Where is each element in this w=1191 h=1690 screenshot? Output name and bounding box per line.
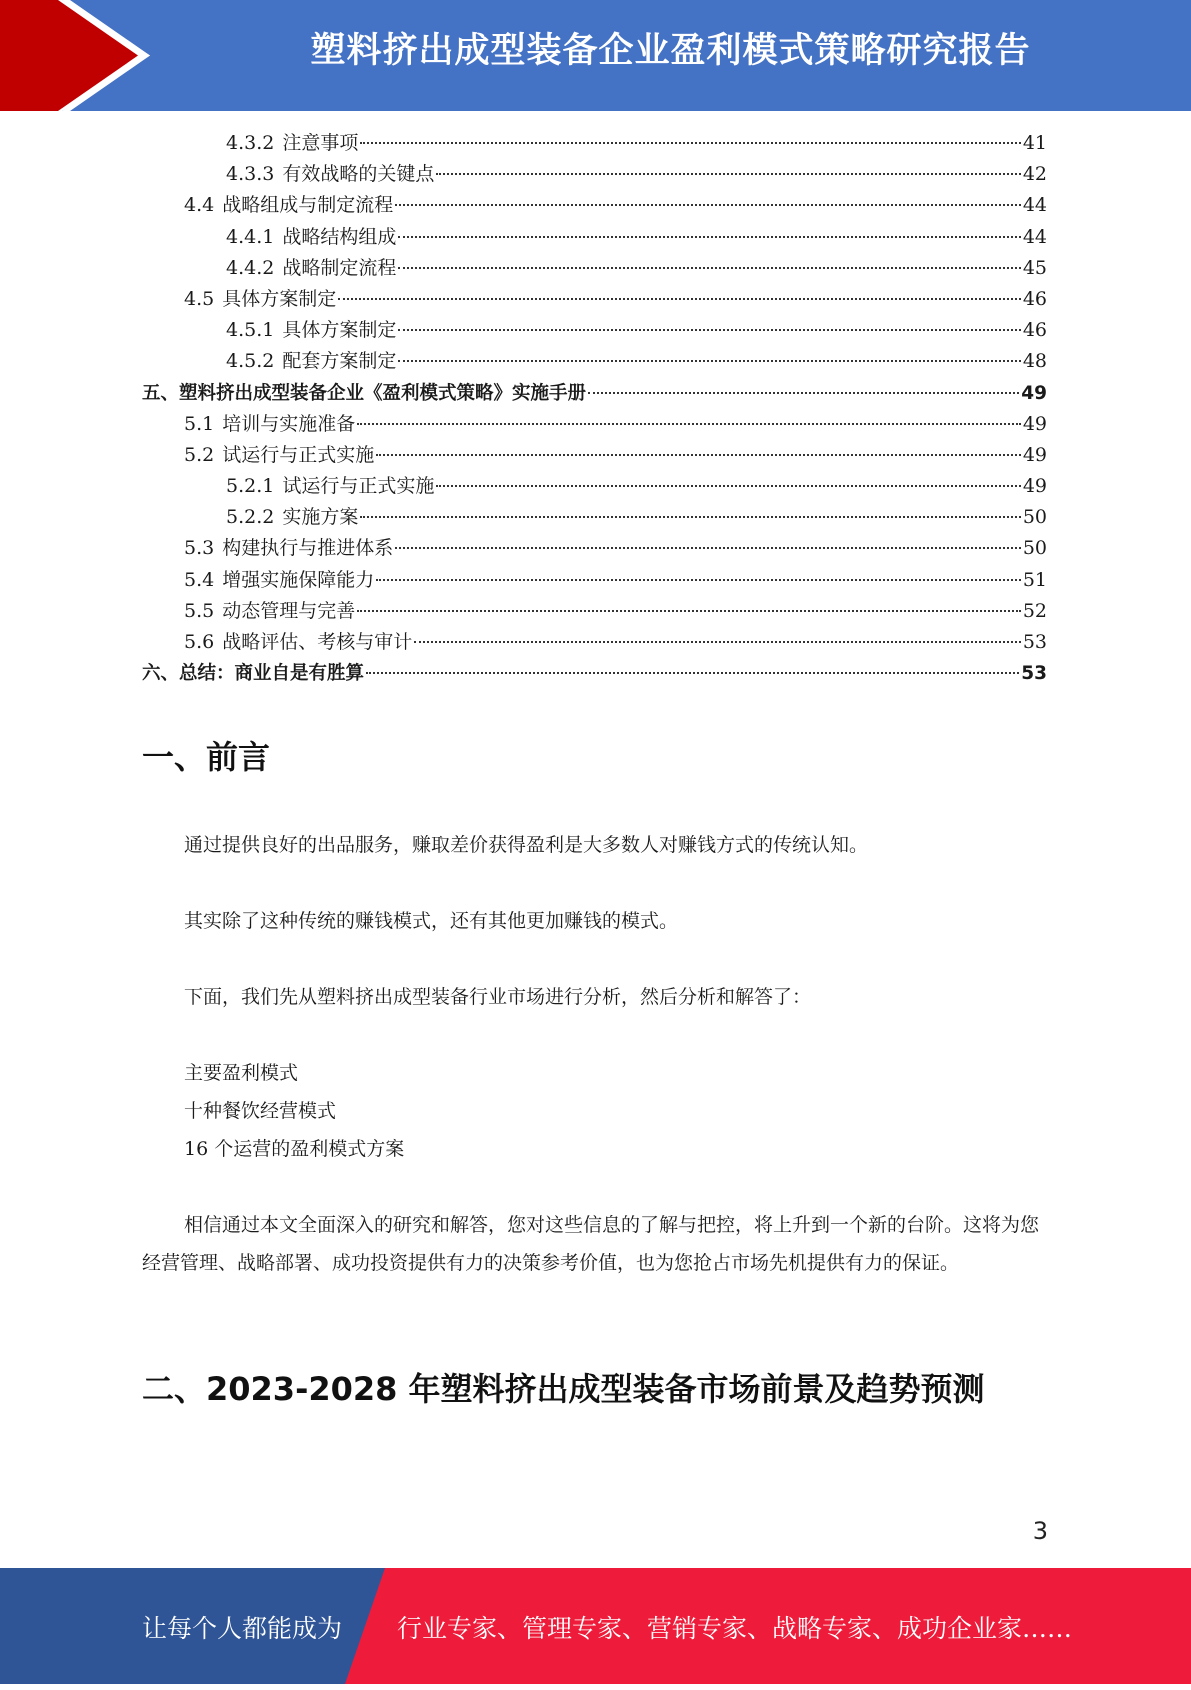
toc-dot-leader — [357, 422, 1021, 425]
toc-entry[interactable] — [142, 190, 1047, 221]
toc-entry[interactable] — [142, 533, 1047, 564]
toc-entry-number: 5.3 — [184, 537, 215, 560]
toc-entry[interactable] — [142, 502, 1047, 533]
toc-entry-title: 实施方案 — [282, 506, 359, 529]
toc-entry-title: 具体方案制定 — [222, 287, 337, 310]
toc-entry-number: 5.5 — [184, 599, 215, 622]
toc-entry-number: 4.4.1 — [226, 225, 275, 248]
toc-entry[interactable] — [142, 128, 1047, 159]
toc-entry[interactable] — [142, 627, 1047, 658]
toc-entry-title: 配套方案制定 — [282, 350, 397, 373]
toc-dot-leader — [395, 546, 1021, 549]
toc-entry-page: 49 — [1022, 443, 1047, 466]
toc-entry-title: 战略评估、考核与审计 — [222, 631, 413, 653]
toc-entry-title: 构建执行与推进体系 — [222, 537, 394, 560]
toc-dot-leader — [338, 297, 1021, 300]
toc-entry-page: 44 — [1022, 225, 1047, 248]
toc-entry[interactable] — [142, 565, 1047, 596]
toc-dot-leader — [376, 578, 1021, 581]
toc-entry-title: 动态管理与完善 — [222, 599, 356, 622]
toc-dot-leader — [398, 266, 1020, 269]
toc-entry-number: 5.6 — [184, 631, 215, 653]
toc-entry-title: 试运行与正式实施 — [222, 443, 375, 466]
toc-dot-leader — [360, 141, 1020, 144]
toc-entry-page: 46 — [1022, 287, 1047, 310]
toc-entry-page: 41 — [1022, 132, 1047, 154]
toc-entry[interactable] — [142, 284, 1047, 315]
section-heading-preface: 一、前言 — [142, 738, 271, 776]
toc-entry-title: 培训与实施准备 — [222, 412, 356, 435]
toc-dot-leader — [360, 515, 1020, 518]
toc-entry[interactable] — [142, 315, 1047, 346]
toc-entry-number: 5.2 — [184, 443, 215, 466]
toc-entry-number: 4.3.3 — [226, 163, 275, 186]
header-chevron-decoration — [0, 0, 160, 111]
report-title: 塑料挤出成型装备企业盈利模式策略研究报告 — [310, 31, 1031, 71]
toc-entry-title: 六、总结：商业自是有胜算 — [142, 663, 365, 685]
toc-entry-page: 49 — [1022, 412, 1047, 435]
toc-entry-number: 4.3.2 — [226, 132, 275, 154]
toc-entry[interactable] — [142, 409, 1047, 440]
toc-dot-leader — [414, 640, 1021, 643]
toc-entry[interactable] — [142, 471, 1047, 502]
toc-entry-title: 战略制定流程 — [282, 256, 397, 279]
footer-slogan-right: 行业专家、管理专家、营销专家、战略专家、成功企业家…… — [397, 1614, 1073, 1643]
preface-paragraph-1: 通过提供良好的出品服务，赚取差价获得盈利是大多数人对赚钱方式的传统认知。 — [184, 834, 869, 856]
preface-paragraph-2: 其实除了这种传统的赚钱模式，还有其他更加赚钱的模式。 — [184, 910, 679, 932]
toc-entry-page: 49 — [1021, 382, 1047, 404]
toc-entry[interactable] — [142, 440, 1047, 471]
page-header — [0, 0, 1191, 111]
toc-entry-number: 5.2.2 — [226, 506, 275, 529]
toc-entry-page: 49 — [1022, 475, 1047, 498]
preface-list-item: 主要盈利模式 — [184, 1062, 299, 1084]
toc-entry-title: 注意事项 — [282, 132, 359, 154]
toc-dot-leader — [398, 359, 1020, 362]
toc-chapter-entry[interactable] — [142, 378, 1047, 409]
toc-entry-number: 5.2.1 — [226, 475, 275, 498]
toc-entry-page: 53 — [1022, 631, 1047, 653]
toc-entry-number: 4.5 — [184, 287, 215, 310]
toc-entry-page: 46 — [1022, 319, 1047, 342]
toc-entry[interactable] — [142, 159, 1047, 190]
toc-dot-leader — [398, 328, 1020, 331]
toc-dot-leader — [398, 235, 1020, 238]
page-footer — [0, 1568, 1191, 1684]
toc-entry-number: 5.4 — [184, 568, 215, 591]
toc-entry-page: 45 — [1022, 256, 1047, 279]
toc-entry-page: 48 — [1022, 350, 1047, 373]
toc-entry-number: 4.4 — [184, 194, 215, 217]
toc-entry-title: 五、塑料挤出成型装备企业《盈利模式策略》实施手册 — [142, 382, 587, 404]
toc-entry[interactable] — [142, 253, 1047, 284]
toc-entry-number: 4.5.1 — [226, 319, 275, 342]
toc-entry-page: 44 — [1022, 194, 1047, 217]
footer-slogan-left: 让每个人都能成为 — [142, 1614, 343, 1643]
toc-entry-number: 4.5.2 — [226, 350, 275, 373]
toc-entry-number: 4.4.2 — [226, 256, 275, 279]
toc-chapter-entry[interactable] — [142, 658, 1047, 689]
toc-dot-leader — [436, 484, 1020, 487]
toc-entry-page: 53 — [1021, 663, 1047, 685]
toc-entry-page: 50 — [1022, 506, 1047, 529]
toc-dot-leader — [588, 391, 1019, 394]
toc-entry[interactable] — [142, 346, 1047, 377]
toc-entry-number: 5.1 — [184, 412, 215, 435]
table-of-contents — [142, 128, 1047, 689]
preface-paragraph-3: 下面，我们先从塑料挤出成型装备行业市场进行分析，然后分析和解答了： — [184, 986, 812, 1008]
toc-entry-page: 50 — [1022, 537, 1047, 560]
toc-entry-title: 战略结构组成 — [282, 225, 397, 248]
toc-dot-leader — [366, 671, 1019, 674]
toc-entry[interactable] — [142, 222, 1047, 253]
preface-paragraph-4: 相信通过本文全面深入的研究和解答，您对这些信息的了解与把控，将上升到一个新的台阶。这将为您经营管理、战略部署、成功投资提供有力的决策参考价值，也为您抢占市场先机提供有力的保证。 — [142, 1214, 1040, 1274]
toc-entry-title: 有效战略的关键点 — [282, 163, 435, 186]
section-heading-market-outlook: 二、2023-2028 年塑料挤出成型装备市场前景及趋势预测 — [142, 1370, 985, 1408]
page-number: 3 — [1032, 1517, 1048, 1545]
toc-entry-page: 52 — [1022, 599, 1047, 622]
toc-entry-title: 战略组成与制定流程 — [222, 194, 394, 217]
toc-dot-leader — [357, 609, 1021, 612]
toc-entry-page: 51 — [1022, 568, 1047, 591]
toc-entry-title: 具体方案制定 — [282, 319, 397, 342]
toc-dot-leader — [376, 453, 1021, 456]
toc-dot-leader — [436, 172, 1020, 175]
preface-list-item: 十种餐饮经营模式 — [184, 1100, 337, 1122]
toc-dot-leader — [395, 203, 1021, 206]
toc-entry[interactable] — [142, 596, 1047, 627]
toc-entry-title: 试运行与正式实施 — [282, 475, 435, 498]
toc-entry-page: 42 — [1022, 163, 1047, 186]
toc-entry-title: 增强实施保障能力 — [222, 568, 375, 591]
preface-list-item: 16 个运营的盈利模式方案 — [184, 1138, 405, 1160]
